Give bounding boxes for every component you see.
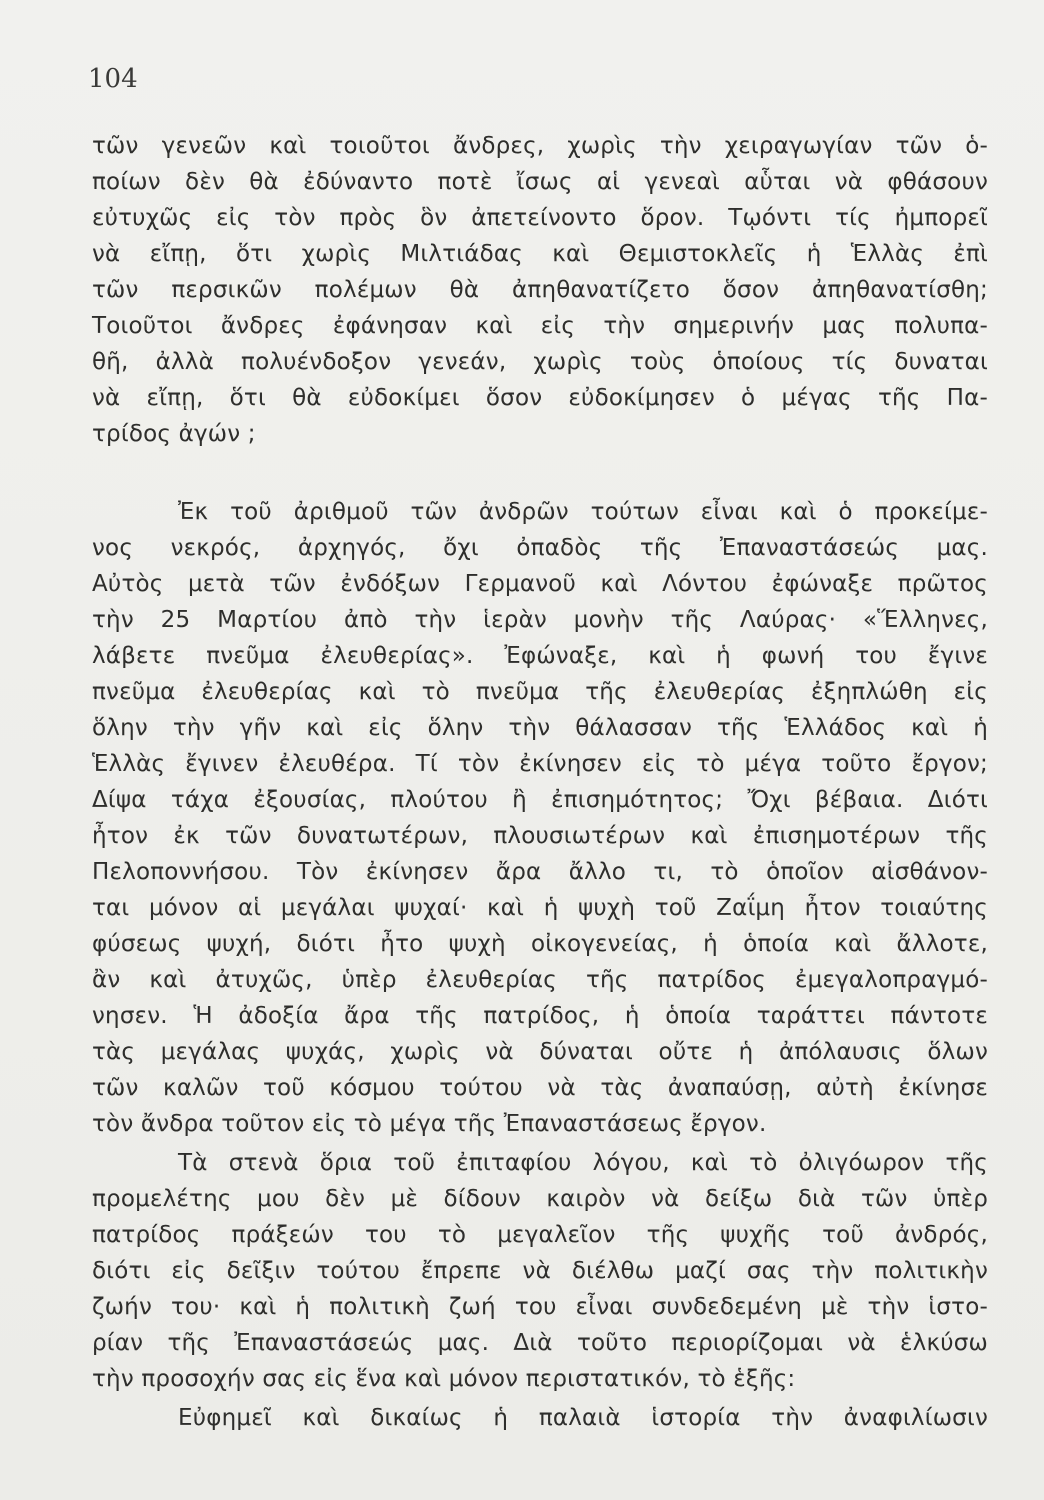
text-line: νησεν. Ἡ ἀδοξία ἄρα τῆς πατρίδος, ἡ ὁποία ταράττει πάντοτε (92, 1003, 988, 1029)
text-line: Πελοποννήσου. Τὸν ἐκίνησεν ἄρα ἄλλο τι, τὸ ὁποῖον αἰσθάνον- (92, 859, 988, 885)
text-line: Δίψα τάχα ἐξουσίας, πλούτου ἢ ἐπισημότητος; Ὄχι βέβαια. Διότι (92, 787, 988, 813)
text-line: ρίαν τῆς Ἐπαναστάσεώς μας. Διὰ τοῦτο περιορίζομαι νὰ ἑλκύσω (92, 1330, 988, 1356)
text-line: τὸν ἄνδρα τοῦτον εἰς τὸ μέγα τῆς Ἐπαναστάσεως ἔργον. (92, 1111, 767, 1137)
text-line: θῆ, ἀλλὰ πολυένδοξον γενεάν, χωρὶς τοὺς ὁποίους τίς δυναται (92, 349, 988, 375)
text-line: διότι εἰς δεῖξιν τούτου ἔπρεπε νὰ διέλθω μαζί σας τὴν πολιτικὴν (92, 1258, 988, 1284)
text-line: ἦτον ἐκ τῶν δυνατωτέρων, πλουσιωτέρων καὶ ἐπισημοτέρων τῆς (92, 823, 988, 849)
text-line: πνεῦμα ἐλευθερίας καὶ τὸ πνεῦμα τῆς ἐλευθερίας ἐξηπλώθη εἰς (92, 679, 988, 705)
text-line: ἂν καὶ ἀτυχῶς, ὑπὲρ ἐλευθερίας τῆς πατρίδος ἐμεγαλοπραγμό- (92, 967, 988, 993)
text-line: τὴν 25 Μαρτίου ἀπὸ τὴν ἱερὰν μονὴν τῆς Λαύρας· «Ἕλληνες, (92, 607, 988, 633)
text-line: ὅλην τὴν γῆν καὶ εἰς ὅλην τὴν θάλασσαν τῆς Ἑλλάδος καὶ ἡ (92, 715, 988, 741)
text-line: Εὐφημεῖ καὶ δικαίως ἡ παλαιὰ ἱστορία τὴν ἀναφιλίωσιν (178, 1405, 988, 1431)
text-line: τὰς μεγάλας ψυχάς, χωρὶς νὰ δύναται οὔτε ἡ ἀπόλαυσις ὅλων (92, 1039, 988, 1065)
text-line: νος νεκρός, ἀρχηγός, ὄχι ὀπαδὸς τῆς Ἐπαναστάσεώς μας. (92, 535, 988, 561)
text-line: ται μόνον αἱ μεγάλαι ψυχαί· καὶ ἡ ψυχὴ τοῦ Ζαΐμη ἦτον τοιαύτης (92, 895, 988, 921)
page-number: 104 (88, 64, 138, 94)
text-line: φύσεως ψυχή, διότι ἦτο ψυχὴ οἰκογενείας, ἡ ὁποία καὶ ἄλλοτε, (92, 931, 988, 957)
text-line: λάβετε πνεῦμα ἐλευθερίας». Ἐφώναξε, καὶ ἡ φωνή του ἔγινε (92, 643, 988, 669)
text-line: προμελέτης μου δὲν μὲ δίδουν καιρὸν νὰ δείξω διὰ τῶν ὑπὲρ (92, 1186, 988, 1212)
text-line: τῶν γενεῶν καὶ τοιοῦτοι ἄνδρες, χωρὶς τὴν χειραγωγίαν τῶν ὁ- (92, 133, 988, 159)
text-line: εὐτυχῶς εἰς τὸν πρὸς ὃν ἀπετείνοντο ὅρον. Τῳόντι τίς ἠμπορεῖ (92, 205, 988, 231)
text-line: τρίδος ἀγών ; (92, 421, 256, 447)
text-line: τῶν περσικῶν πολέμων θὰ ἀπηθανατίζετο ὅσον ἀπηθανατίσθη; (92, 277, 988, 303)
text-line: ποίων δὲν θὰ ἐδύναντο ποτὲ ἴσως αἱ γενεαὶ αὗται νὰ φθάσουν (92, 169, 988, 195)
text-line: Τὰ στενὰ ὅρια τοῦ ἐπιταφίου λόγου, καὶ τὸ ὀλιγόωρον τῆς (178, 1150, 988, 1176)
text-line: Αὐτὸς μετὰ τῶν ἐνδόξων Γερμανοῦ καὶ Λόντου ἐφώναξε πρῶτος (92, 571, 988, 597)
text-line: πατρίδος πράξεών του τὸ μεγαλεῖον τῆς ψυχῆς τοῦ ἀνδρός, (92, 1222, 988, 1248)
text-line: νὰ εἴπῃ, ὅτι θὰ εὐδοκίμει ὅσον εὐδοκίμησεν ὁ μέγας τῆς Πα- (92, 385, 988, 411)
text-line: τῶν καλῶν τοῦ κόσμου τούτου νὰ τὰς ἀναπαύσῃ, αὐτὴ ἐκίνησε (92, 1075, 988, 1101)
text-line: Ἐκ τοῦ ἀριθμοῦ τῶν ἀνδρῶν τούτων εἶναι καὶ ὁ προκείμε- (178, 499, 988, 525)
text-line: Τοιοῦτοι ἄνδρες ἐφάνησαν καὶ εἰς τὴν σημερινήν μας πολυπα- (92, 313, 988, 339)
text-line: νὰ εἴπῃ, ὅτι χωρὶς Μιλτιάδας καὶ Θεμιστοκλεῖς ἡ Ἑλλὰς ἐπὶ (92, 241, 988, 267)
text-line: τὴν προσοχήν σας εἰς ἕνα καὶ μόνον περιστατικόν, τὸ ἑξῆς: (92, 1366, 796, 1392)
text-line: ζωήν του· καὶ ἡ πολιτικὴ ζωή του εἶναι συνδεδεμένη μὲ τὴν ἱστο- (92, 1294, 988, 1320)
text-line: Ἑλλὰς ἔγινεν ἐλευθέρα. Τί τὸν ἐκίνησεν εἰς τὸ μέγα τοῦτο ἔργον; (92, 751, 988, 777)
